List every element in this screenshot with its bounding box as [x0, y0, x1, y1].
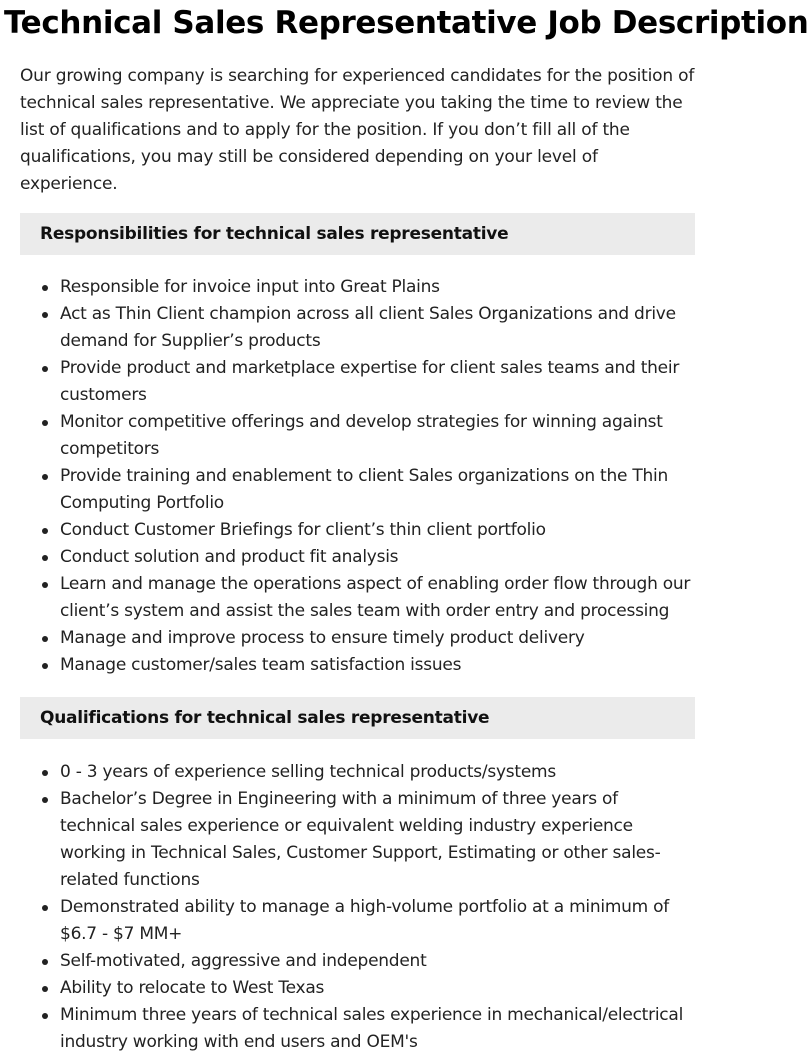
list-item: Self-motivated, aggressive and independent [60, 948, 696, 975]
list-item: Manage customer/sales team satisfaction issues [60, 652, 696, 679]
list-item: Provide training and enablement to client Sales organizations on the Thin Computing Portfolio [60, 463, 696, 517]
qualifications-header [20, 697, 695, 739]
qualifications-list [20, 759, 696, 1056]
list-item: Conduct Customer Briefings for client’s thin client portfolio [60, 517, 696, 544]
list-item: Act as Thin Client champion across all client Sales Organizations and drive demand for Supplier’s products [60, 301, 696, 355]
list-item: Provide product and marketplace expertise for client sales teams and their customers [60, 355, 696, 409]
list-item: Learn and manage the operations aspect of enabling order flow through our client’s system and assist the sales team with order entry and processing [60, 571, 696, 625]
list-item: Minimum three years of technical sales experience in mechanical/electrical industry working with end users and OEM's [60, 1002, 696, 1056]
list-item: 0 - 3 years of experience selling technical products/systems [60, 759, 696, 786]
responsibilities-header [20, 213, 695, 255]
responsibilities-heading: Responsibilities for technical sales representative [40, 224, 509, 244]
list-item: Demonstrated ability to manage a high-volume portfolio at a minimum of $6.7 - $7 MM+ [60, 894, 696, 948]
list-item: Bachelor’s Degree in Engineering with a minimum of three years of technical sales experience or equivalent welding industry experience working in Technical Sales, Customer Support, Estimating or other sales-related functions [60, 786, 696, 894]
list-item: Monitor competitive offerings and develop strategies for winning against competitors [60, 409, 696, 463]
intro-paragraph: Our growing company is searching for experienced candidates for the position of technical sales representative. We appreciate you taking the time to review the list of qualifications and to apply for the position. If you don’t fill all of the qualifications, you may still be considered depending on your level of experience. [20, 66, 695, 194]
qualifications-heading: Qualifications for technical sales representative [40, 708, 490, 728]
list-item: Responsible for invoice input into Great Plains [60, 274, 696, 301]
list-item: Manage and improve process to ensure timely product delivery [60, 625, 696, 652]
responsibilities-list [20, 274, 696, 679]
page-title: Technical Sales Representative Job Description [4, 5, 808, 41]
list-item: Ability to relocate to West Texas [60, 975, 696, 1002]
list-item: Conduct solution and product fit analysis [60, 544, 696, 571]
